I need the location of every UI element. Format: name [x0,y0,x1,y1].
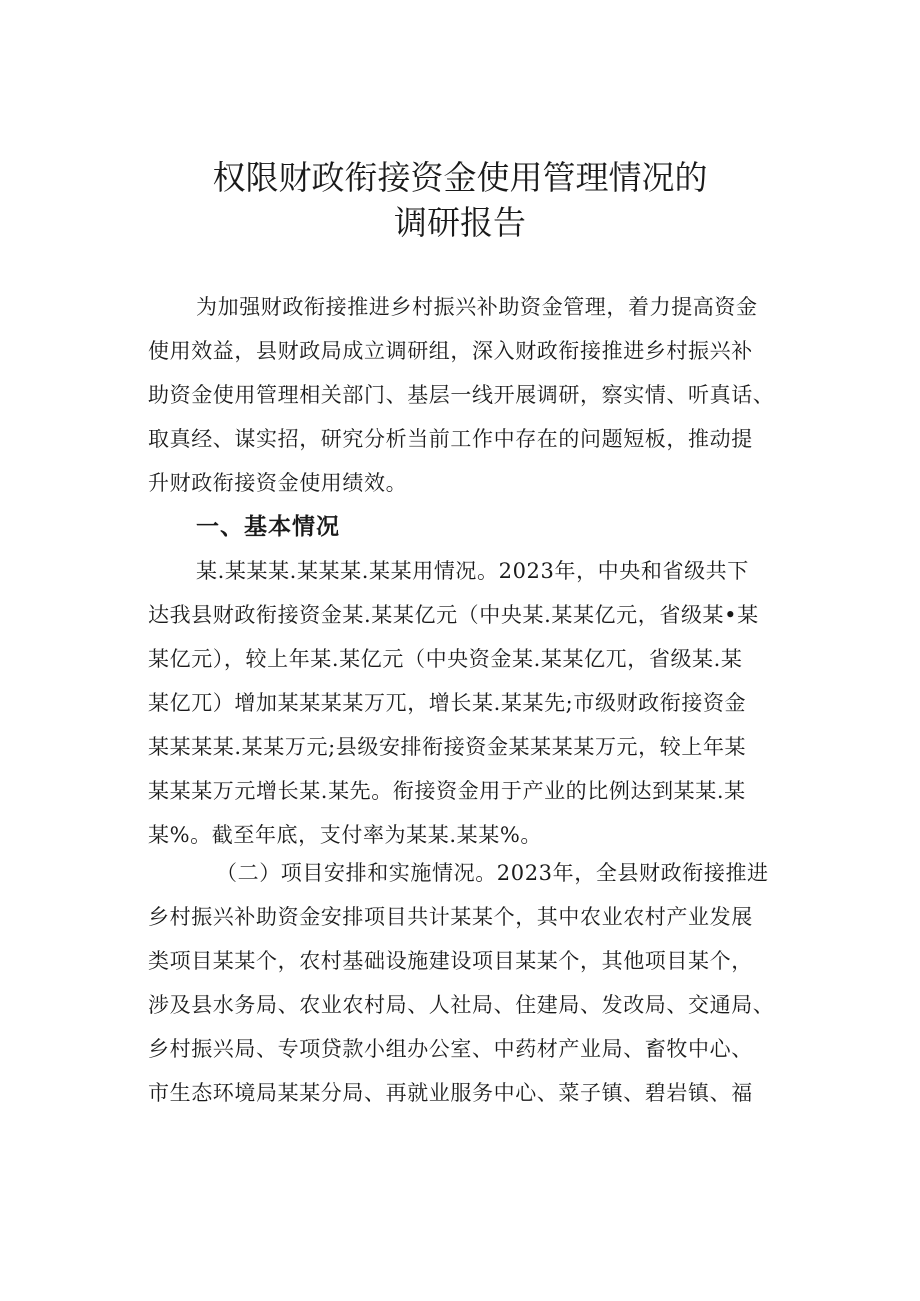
section1-line: 某.某某某.某某某.某某用情况。2023年，中央和省级共下 [196,559,749,583]
intro-line: 助资金使用管理相关部门、基层一线开展调研，察实情、听真话、 [148,383,775,407]
document-title-line-1: 权限财政衔接资金使用管理情况的 [212,158,708,197]
section2-line: 市生态环境局某某分局、再就业服务中心、菜子镇、碧岩镇、福 [148,1081,753,1105]
section1-line: 某%。截至年底，支付率为某某.某某%。 [148,823,542,847]
section2-line: 乡村振兴补助资金安排项目共计某某个，其中农业农村产业发展 [148,905,753,929]
section-heading: 一、基本情况 [196,514,340,540]
section2-line: 类项目某某个，农村基础设施建设项目某某个，其他项目某个， [148,949,753,973]
section1-line: 某亿兀）增加某某某某万兀，增长某.某某先;市级财政衔接资金 [148,691,747,715]
section2-line: 涉及县水务局、农业农村局、人社局、住建局、发改局、交通局、 [148,993,775,1017]
section1-line: 某某某万元增长某.某先。衔接资金用于产业的比例达到某某.某 [148,779,746,803]
section2-line: （二）项目安排和实施情况。2023年，全县财政衔接推进 [216,861,769,885]
section1-line: 达我县财政衔接资金某.某某亿元（中央某.某某亿元，省级某•某 [148,603,759,627]
section1-line: 某某某某.某某万元;县级安排衔接资金某某某某万元，较上年某 [148,735,747,759]
document-title-line-2: 调研报告 [394,203,526,242]
section1-line: 某亿元），较上年某.某亿元（中央资金某.某某亿兀，省级某.某 [148,647,743,671]
section2-line: 乡村振兴局、专项贷款小组办公室、中药材产业局、畜牧中心、 [148,1037,753,1061]
intro-line: 为加强财政衔接推进乡村振兴补助资金管理，着力提高资金 [196,295,758,319]
intro-line: 升财政衔接资金使用绩效。 [148,471,408,495]
intro-line: 使用效益，县财政局成立调研组，深入财政衔接推进乡村振兴补 [148,339,753,363]
intro-line: 取真经、谋实招，研究分析当前工作中存在的问题短板，推动提 [148,427,753,451]
